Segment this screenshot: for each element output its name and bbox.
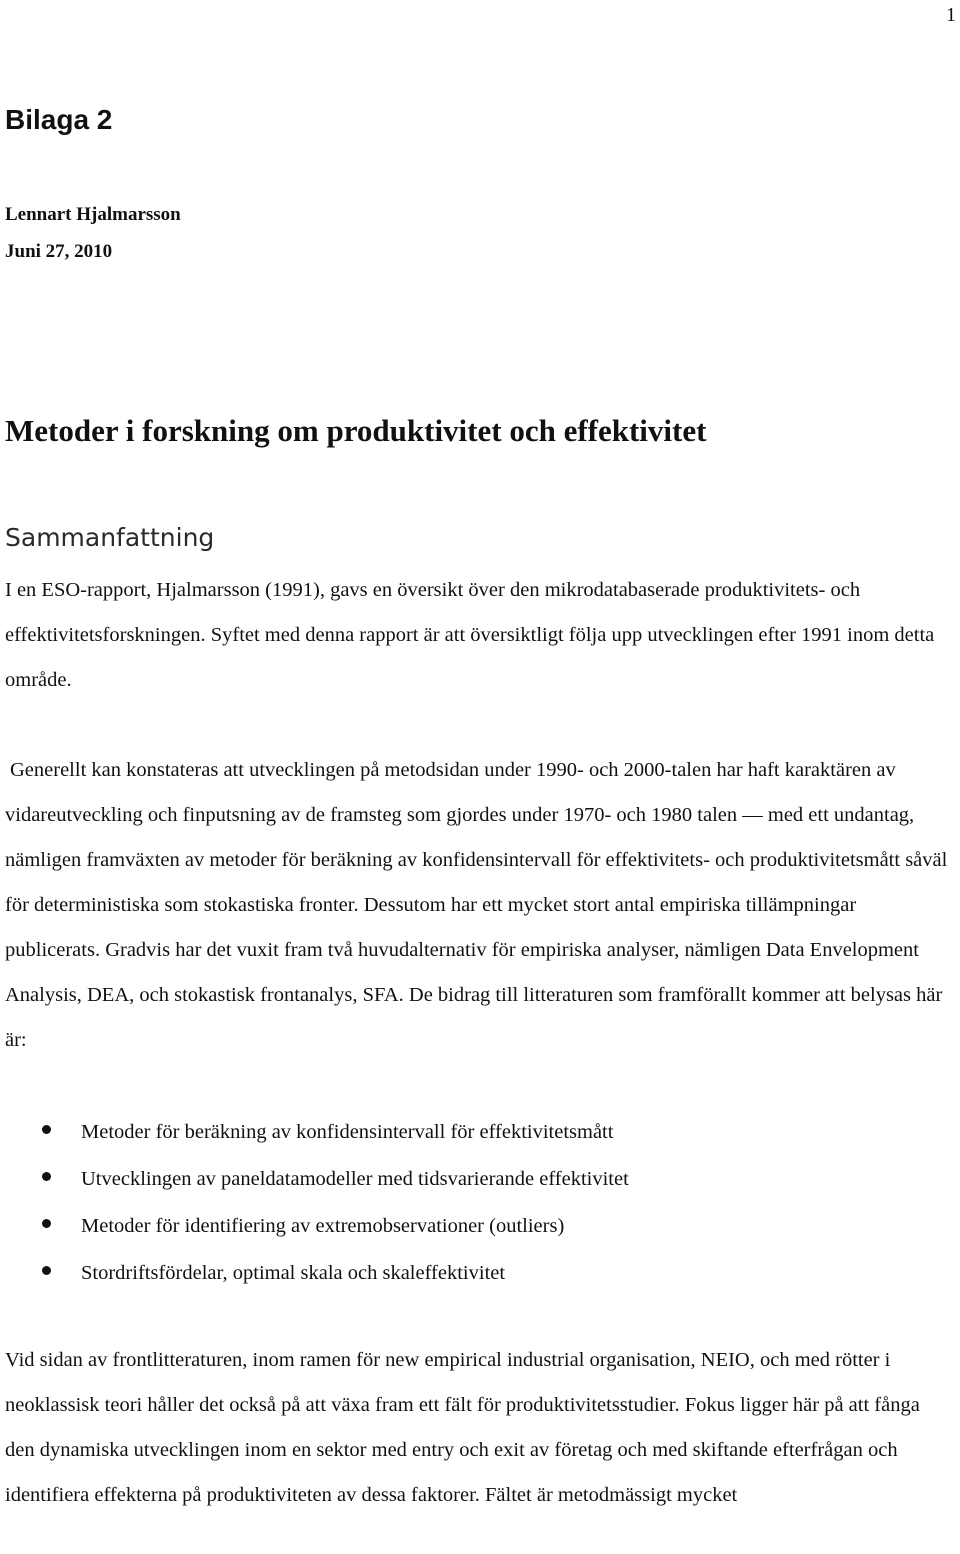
list-item-text: Utvecklingen av paneldatamodeller med tidsvarierande effektivitet <box>81 1168 629 1190</box>
contributions-list <box>5 1109 950 1297</box>
bullet-icon <box>42 1125 51 1134</box>
bullet-icon <box>42 1219 51 1228</box>
summary-paragraph-2: Generellt kan konstateras att utvecklingen på metodsidan under 1990- och 2000-talen har haft karaktären av vidareutveckling och finputsning av de framsteg som gjordes under 1970- och 1980 talen — med ett undantag, nämligen framväxten av metoder för beräkning av konfidensintervall för effektivitets- och produktivitetsmått såväl för deterministiska som stokastiska fronter. Dessutom har ett mycket stort antal empiriska tillämpningar publicerats. Gradvis har det vuxit fram två huvudalternativ för empiriska analyser, nämligen Data Envelopment Analysis, DEA, och stokastisk frontanalys, SFA. De bidrag till litteraturen som framförallt kommer att belysas här är: <box>5 759 948 1051</box>
page-number: 1 <box>946 4 956 26</box>
author-name: Lennart Hjalmarsson <box>5 204 181 225</box>
section-heading-summary: Sammanfattning <box>5 523 215 552</box>
document-title: Metoder i forskning om produktivitet och effektivitet <box>5 413 707 448</box>
appendix-title: Bilaga 2 <box>5 104 113 135</box>
list-item-text: Metoder för beräkning av konfidensintervall för effektivitetsmått <box>81 1121 614 1143</box>
document-date: Juni 27, 2010 <box>5 241 113 262</box>
list-item-text: Metoder för identifiering av extremobservationer (outliers) <box>81 1215 565 1237</box>
summary-paragraph-1: I en ESO-rapport, Hjalmarsson (1991), gavs en översikt över den mikrodatabaserade produktivitets- och effektivitetsforskningen. Syftet med denna rapport är att översiktligt följa upp utvecklingen efter 1991 inom detta område. <box>5 579 935 691</box>
bullet-icon <box>42 1266 51 1275</box>
list-item <box>5 1250 950 1297</box>
list-item-text: Stordriftsfördelar, optimal skala och skaleffektivitet <box>81 1262 506 1284</box>
list-item <box>5 1109 950 1156</box>
list-item <box>5 1203 950 1250</box>
list-item <box>5 1156 950 1203</box>
body-paragraph-neio: Vid sidan av frontlitteraturen, inom ramen för new empirical industrial organisation, NEIO, och med rötter i neoklassisk teori håller det också på att växa fram ett fält för produktivitetsstudier. Fokus ligger här på att fånga den dynamiska utvecklingen inom en sektor med entry och exit av företag och med skiftande efterfrågan och identifiera effekterna på produktiviteten av dessa faktorer. Fältet är metodmässigt mycket <box>5 1349 920 1506</box>
bullet-icon <box>42 1172 51 1181</box>
